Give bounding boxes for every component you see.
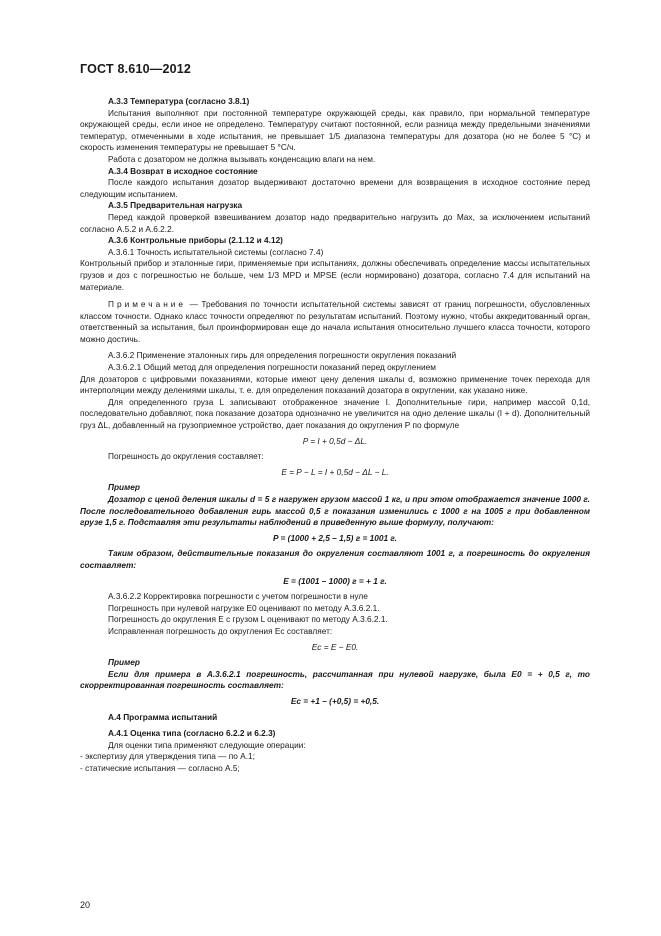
paragraph: Погрешность при нулевой нагрузке E0 оценивают по методу А.3.6.2.1.	[108, 602, 380, 613]
section-a35-title: А.3.5 Предварительная нагрузка	[108, 200, 243, 211]
subsection-a362: А.3.6.2 Применение эталонных гирь для определения погрешности округления показаний	[108, 350, 457, 361]
paragraph: Для оценки типа применяют следующие операции:	[108, 739, 306, 750]
page-header: ГОСТ 8.610—2012	[80, 62, 192, 76]
formula-example-2: E = (1001 – 1000) г = + 1 г.	[283, 575, 387, 586]
note-text: — Требования по точности испытательной системы зависят от границ погрешности, обусловленных классом точности. Однако класс точности определяют по результатам испытаний. Поэтому нужно, чтобы аккредитованный орган, ответственный за испытания, был проинформирован еще до начала испытания относительно лучшего класса точности, которого можно достичь.	[80, 299, 590, 344]
page-number: 20	[80, 900, 91, 910]
example-label: Пример	[108, 482, 140, 493]
section-a4-title: А.4 Программа испытаний	[108, 711, 218, 722]
example-label: Пример	[108, 657, 140, 668]
list-item: - статические испытания — согласно А.5;	[80, 762, 240, 773]
paragraph: Испытания выполняют при постоянной температуре окружающей среды, как правило, при нормальной температуре окружающей среды, если иное не определено. Температуру считают постоянной, если разница между предельными значениями температур, отмеченными в ходе испытания, не превышает 1/5 диапазона температуры для дозатора (но не более 5 °С) и скорость изменения температуры не превышает 5 °С/ч.	[80, 107, 590, 153]
paragraph: Перед каждой проверкой взвешиванием дозатор надо предварительно нагрузить до Max, за исключением испытаний согласно А.5.2 и А.6.2.2.	[80, 211, 590, 234]
subsection-a3622: А.3.6.2.2 Корректировка погрешности с учетом погрешности в нуле	[108, 591, 368, 602]
section-a33-title: А.3.3 Температура (согласно 3.8.1)	[108, 96, 250, 106]
note-paragraph	[80, 299, 590, 345]
formula-p: P = I + 0,5d − ΔL.	[302, 435, 368, 446]
formula-ec: Eс = E − E0.	[311, 641, 359, 652]
paragraph: Для определенного груза L записывают отображенное значение I. Дополнительные гири, например массой 0,1d, последовательно добавляют, пока показание дозатора однозначно не увеличится на одно деление шкалы (I + d). Дополнительный груз ΔL, добавленный на грузоприемное устройство, дает показания до округления P по формуле	[80, 396, 590, 431]
paragraph: Для дозаторов с цифровыми показаниями, которые имеют цену деления шкалы d, возможно применение точек перехода для интерполяции между делениями шкалы, т. е. для определения показаний дозатора в округлении, как указано ниже.	[80, 373, 590, 396]
example-text: Таким образом, действительные показания до округления составляют 1001 г, а погрешность до округления составляет:	[80, 548, 590, 570]
section-a34-title: А.3.4 Возврат в исходное состояние	[108, 165, 258, 176]
example-text: Дозатор с ценой деления шкалы d = 5 г нагружен грузом массой 1 кг, и при этом отображается значение 1000 г. После последовательного добавления гирь массой 0,5 г показания изменились с 1000 г на 1005 г при добавленном грузе 1,5 г. Подставляя эти результаты наблюдений в приведенную выше формулу, получают:	[80, 494, 590, 528]
note-label: Примечание	[108, 299, 187, 310]
section-a41-title: А.4.1 Оценка типа (согласно 6.2.2 и 6.2.3)	[108, 728, 276, 739]
paragraph: После каждого испытания дозатор выдерживают достаточно времени для возвращения в исходное состояние перед следующим испытанием.	[80, 177, 590, 199]
subsection-a3621: А.3.6.2.1 Общий метод для определения погрешности показаний перед округлением	[108, 362, 436, 373]
list-item: - экспертизу для утверждения типа — по А.1;	[80, 751, 255, 762]
section-a36-title: А.3.6 Контрольные приборы (2.1.12 и 4.12)	[108, 235, 283, 246]
formula-example-1: P = (1000 + 2,5 – 1,5) г = 1001 г.	[273, 532, 397, 543]
paragraph: Погрешность до округления E с грузом L оценивают по методу А.3.6.2.1.	[108, 614, 388, 625]
formula-e: E = P − L = I + 0,5d − ΔL − L.	[281, 466, 389, 477]
paragraph: Контрольный прибор и эталонные гири, применяемые при испытаниях, должны обеспечивать определение массы испытательных грузов и доз с погрешностью не больше, чем 1/3 MPD и MPSE (если нормировано) дозатора, согласно 7.4 для испытаний на материале.	[80, 258, 590, 292]
paragraph: Погрешность до округления составляет:	[108, 451, 264, 462]
page-body	[80, 96, 590, 774]
formula-example-3: Eс = +1 – (+0,5) = +0,5.	[290, 695, 380, 706]
example-text: Если для примера в А.3.6.2.1 погрешность, рассчитанная при нулевой нагрузке, была E0 = + 0,5 г, то скорректированная погрешность составляет:	[80, 668, 590, 691]
paragraph: Работа с дозатором не должна вызывать конденсацию влаги на нем.	[108, 153, 376, 164]
subsection-a361: А.3.6.1 Точность испытательной системы (согласно 7.4)	[108, 246, 324, 257]
paragraph: Исправленная погрешность до округления Eс составляет:	[108, 625, 333, 636]
